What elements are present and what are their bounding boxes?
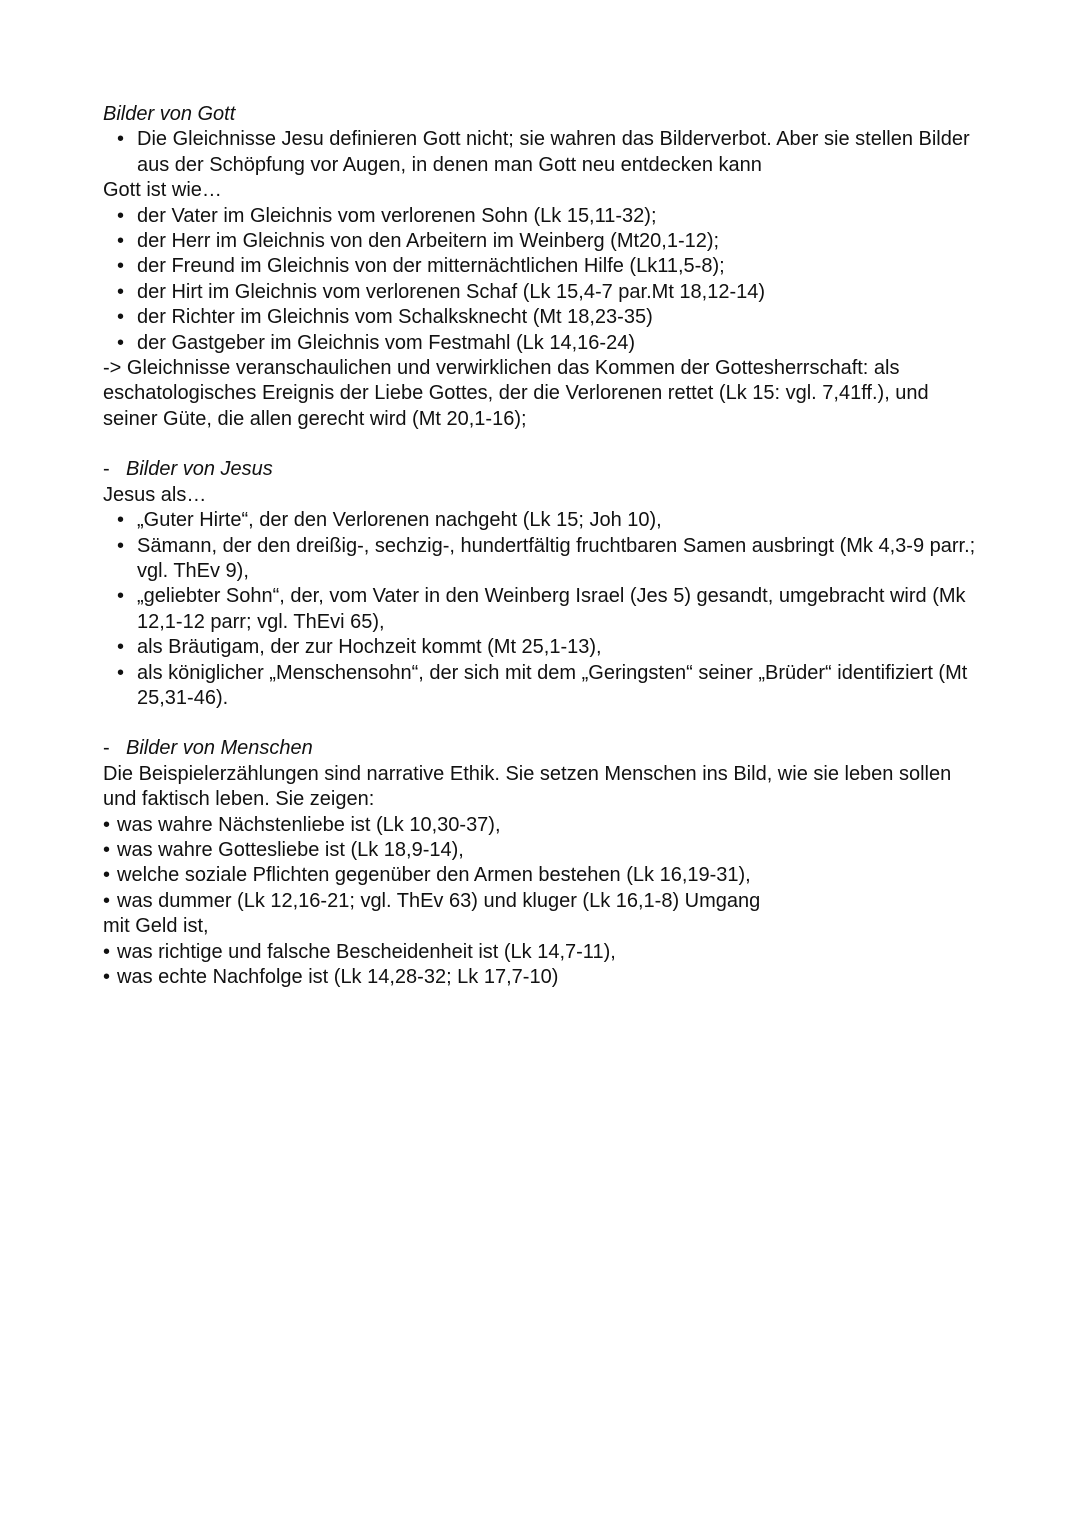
dash-icon: - — [103, 458, 110, 481]
bullet-icon: • — [103, 940, 111, 963]
spacer — [103, 432, 983, 457]
list-item — [103, 965, 983, 990]
bullet-icon: • — [103, 838, 111, 861]
list-item — [103, 331, 983, 356]
list-item — [103, 584, 983, 635]
gott-lead: Gott ist wie… — [103, 179, 222, 202]
list-item — [103, 635, 983, 660]
bullet-icon: • — [117, 230, 125, 253]
list-item — [103, 534, 983, 585]
menschen-intro: Die Beispielerzählungen sind narrative Ethik. Sie setzen Menschen ins Bild, wie sie leben sollen und faktisch leben. Sie zeigen: — [103, 762, 952, 811]
gott-intro-list — [103, 127, 983, 178]
bullet-icon: • — [103, 966, 111, 988]
bullet-icon: • — [117, 509, 125, 532]
list-item-text: „geliebter Sohn“, der, vom Vater in den Weinberg Israel (Jes 5) gesandt, umgebracht wird (Mk 12,1-12 parr; vgl. ThEvi 65), — [137, 585, 966, 633]
list-item-text: der Freund im Gleichnis von der mitternächtlichen Hilfe (Lk11,5-8); — [137, 255, 725, 278]
list-item-text: der Richter im Gleichnis vom Schalksknecht (Mt 18,23-35) — [137, 306, 653, 329]
list-item — [103, 838, 983, 863]
list-item — [103, 280, 983, 305]
bullet-icon: • — [117, 306, 125, 329]
list-item — [103, 889, 983, 914]
list-item-text: was echte Nachfolge ist (Lk 14,28-32; Lk 17,7-10) — [117, 966, 559, 988]
section-heading-gott: Bilder von Gott — [103, 103, 236, 125]
bullet-icon: • — [117, 636, 125, 659]
list-item-text: der Hirt im Gleichnis vom verlorenen Schaf (Lk 15,4-7 par.Mt 18,12-14) — [137, 280, 766, 303]
list-item-text: was wahre Gottesliebe ist (Lk 18,9-14), — [117, 838, 464, 861]
list-item-text: der Gastgeber im Gleichnis vom Festmahl (Lk 14,16-24) — [137, 331, 635, 354]
bullet-icon: • — [117, 585, 125, 608]
list-item-text: der Herr im Gleichnis von den Arbeitern im Weinberg (Mt20,1-12); — [137, 230, 720, 253]
list-item-text: als königlicher „Menschensohn“, der sich mit dem „Geringsten“ seiner „Brüder“ identifiziert (Mt 25,31-46). — [137, 661, 968, 709]
bullet-icon: • — [103, 864, 111, 887]
list-item-text: was richtige und falsche Bescheidenheit ist (Lk 14,7-11), — [117, 940, 616, 963]
list-item-text: Die Gleichnisse Jesu definieren Gott nicht; sie wahren das Bilderverbot. Aber sie stellen Bilder aus der Schöpfung vor Augen, in denen man Gott neu entdecken kann — [137, 128, 970, 176]
bullet-icon: • — [117, 204, 125, 227]
list-item — [103, 863, 983, 888]
bullet-icon: • — [103, 889, 111, 912]
jesus-lead: Jesus als… — [103, 483, 207, 506]
list-item — [103, 204, 983, 229]
list-item — [103, 508, 983, 533]
menschen-list — [103, 813, 983, 915]
list-item-text: Sämann, der den dreißig-, sechzig-, hundertfältig fruchtbaren Samen ausbringt (Mk 4,3-9 parr.; vgl. ThEv 9), — [137, 534, 976, 582]
section-heading-jesus — [103, 457, 983, 482]
list-item — [103, 229, 983, 254]
jesus-list — [103, 508, 983, 711]
list-item-text: „Guter Hirte“, der den Verlorenen nachgeht (Lk 15; Joh 10), — [137, 509, 662, 532]
bullet-icon: • — [117, 280, 125, 303]
document-body — [103, 102, 983, 990]
bullet-icon: • — [117, 661, 125, 684]
list-item — [103, 305, 983, 330]
list-item-text: welche soziale Pflichten gegenüber den Armen bestehen (Lk 16,19-31), — [117, 864, 751, 887]
list-item-text: was wahre Nächstenliebe ist (Lk 10,30-37), — [117, 813, 501, 836]
bullet-icon: • — [117, 128, 125, 151]
list-item-text: was dummer (Lk 12,16-21; vgl. ThEv 63) und kluger (Lk 16,1-8) Umgang — [117, 889, 761, 912]
list-item — [103, 127, 983, 178]
list-item — [103, 661, 983, 712]
list-item-text: als Bräutigam, der zur Hochzeit kommt (Mt 25,1-13), — [137, 636, 602, 659]
list-item — [103, 813, 983, 838]
bullet-icon: • — [117, 331, 125, 354]
gott-conclusion: -> Gleichnisse veranschaulichen und verwirklichen das Kommen der Gottesherrschaft: als eschatologisches Ereignis der Liebe Gottes, der die Verlorenen rettet (Lk 15: vgl. 7,41ff.), und seiner Güte, die allen gerecht wird (Mt 20,1-16); — [103, 357, 929, 430]
bullet-icon: • — [117, 255, 125, 278]
section-heading-text: Bilder von Jesus — [126, 458, 273, 481]
menschen-list-cont — [103, 940, 983, 991]
dash-icon: - — [103, 737, 110, 760]
list-item — [103, 254, 983, 279]
spacer — [103, 711, 983, 736]
menschen-continuation: mit Geld ist, — [103, 915, 209, 938]
list-item-text: der Vater im Gleichnis vom verlorenen Sohn (Lk 15,11-32); — [137, 204, 657, 227]
list-item — [103, 940, 983, 965]
section-heading-text: Bilder von Menschen — [126, 737, 313, 760]
section-heading-menschen — [103, 736, 983, 761]
gott-list — [103, 204, 983, 356]
bullet-icon: • — [103, 813, 111, 836]
bullet-icon: • — [117, 534, 125, 557]
